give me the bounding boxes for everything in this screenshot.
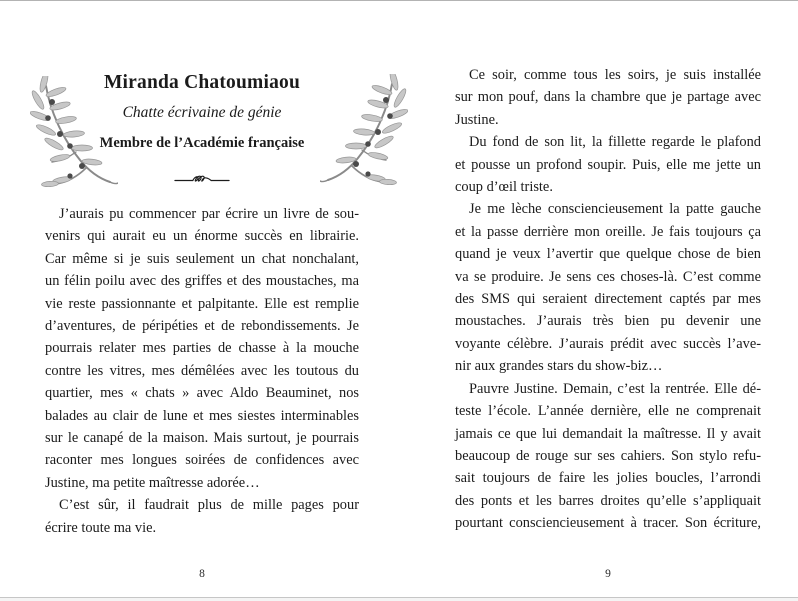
- text-line: vie reste passionnante et palpitante. Elle est remplie: [45, 295, 359, 312]
- page-right: [455, 0, 761, 601]
- author-affiliation: Membre de l’Académie française: [99, 135, 305, 151]
- paragraph: [455, 378, 761, 535]
- text-line: venirs qui aurait eu un énorme succès en librairie.: [45, 228, 359, 245]
- text-line: beaucoup de rouge sur ses cahiers. Son stylo refu-: [455, 447, 761, 464]
- text-line: des SMS qui seraient directement captés par mes: [455, 291, 761, 308]
- paragraph: [455, 64, 761, 131]
- text-line: et la passe derrière mon oreille. Je fais toujours ça: [455, 223, 761, 240]
- page-left: [45, 0, 359, 601]
- text-line: J’aurais pu commencer par écrire un livre de sou-: [59, 206, 359, 222]
- paragraph: [455, 198, 761, 377]
- author-name: Miranda Chatoumiaou: [103, 72, 301, 93]
- text-line: Justine.: [455, 111, 499, 128]
- text-line: contre les vitres, mes démêlées avec les toutous du: [45, 362, 359, 379]
- text-line: raconter mes longues soirées de confidences avec: [45, 452, 359, 469]
- paragraph: [45, 203, 359, 494]
- right-page-text: [455, 64, 761, 535]
- text-line: un félin poilu avec des griffes et des moustaches, ma: [45, 273, 359, 290]
- page-number-left: 8: [199, 568, 205, 580]
- paragraph: [45, 494, 359, 539]
- text-line: sur mon pouf, dans la chambre que je partage avec: [455, 89, 761, 106]
- text-line: Justine, ma petite maîtresse adorée…: [45, 474, 260, 491]
- text-line: coup d’œil triste.: [455, 179, 553, 196]
- text-line: des ponts et les barres droites qu’elle s’appliquait: [455, 492, 761, 509]
- text-line: écrire toute ma vie.: [45, 519, 157, 536]
- text-line: Je me lèche consciencieusement la patte gauche: [469, 201, 761, 218]
- text-line: sur le canapé de la maison. Mais surtout, je pourrais: [45, 430, 359, 447]
- text-line: Ce soir, comme tous les soirs, je suis installée: [469, 67, 761, 83]
- author-subtitle: Chatte écrivaine de génie: [122, 104, 282, 121]
- text-line: quand je veux l’avertir que quelque chose de bien: [455, 246, 761, 263]
- left-page-text: [45, 203, 359, 539]
- text-line: pourrais relater mes parties de chasse à la mouche: [45, 340, 359, 357]
- text-line: teste l’école. L’année dernière, elle ne comprenait: [455, 403, 761, 420]
- text-line: moustaches. J’aurais très bien pu devenir une: [455, 313, 761, 330]
- text-line: va se produire. Je sens ces choses-là. C’est comme: [455, 268, 761, 285]
- text-line: pourtant consciencieusement à tracer. Son écriture,: [455, 515, 761, 532]
- paragraph: [455, 131, 761, 198]
- section-divider: [45, 174, 359, 186]
- text-line: nir aux grandes stars du show-biz…: [455, 358, 663, 375]
- text-line: Du fond de son lit, la fillette regarde le plafond: [469, 134, 761, 151]
- text-line: d’aventures, de péripéties et de rebondissements. Je: [45, 318, 359, 335]
- text-line: balades au clair de lune et mes siestes interminables: [45, 407, 359, 424]
- text-line: sait toujours de faire les jolies boucles, l’arrondi: [455, 470, 761, 487]
- text-line: Car même si je suis seulement un chat nonchalant,: [45, 250, 359, 267]
- knot-flourish-icon: [174, 174, 230, 186]
- text-line: jamais ce que lui demandait la maîtresse. Il y avait: [455, 425, 761, 442]
- page-number-right: 9: [605, 568, 611, 580]
- text-line: Pauvre Justine. Demain, c’est la rentrée. Elle dé-: [469, 380, 761, 397]
- text-line: voyante célèbre. J’aurais prédit avec succès l’ave-: [455, 335, 761, 352]
- text-line: quartier, mes « chats » avec Aldo Beauminet, nos: [45, 385, 359, 402]
- text-line: et pousse un profond soupir. Puis, elle me jette un: [455, 156, 761, 173]
- text-line: C’est sûr, il faudrait plus de mille pages pour: [59, 497, 359, 514]
